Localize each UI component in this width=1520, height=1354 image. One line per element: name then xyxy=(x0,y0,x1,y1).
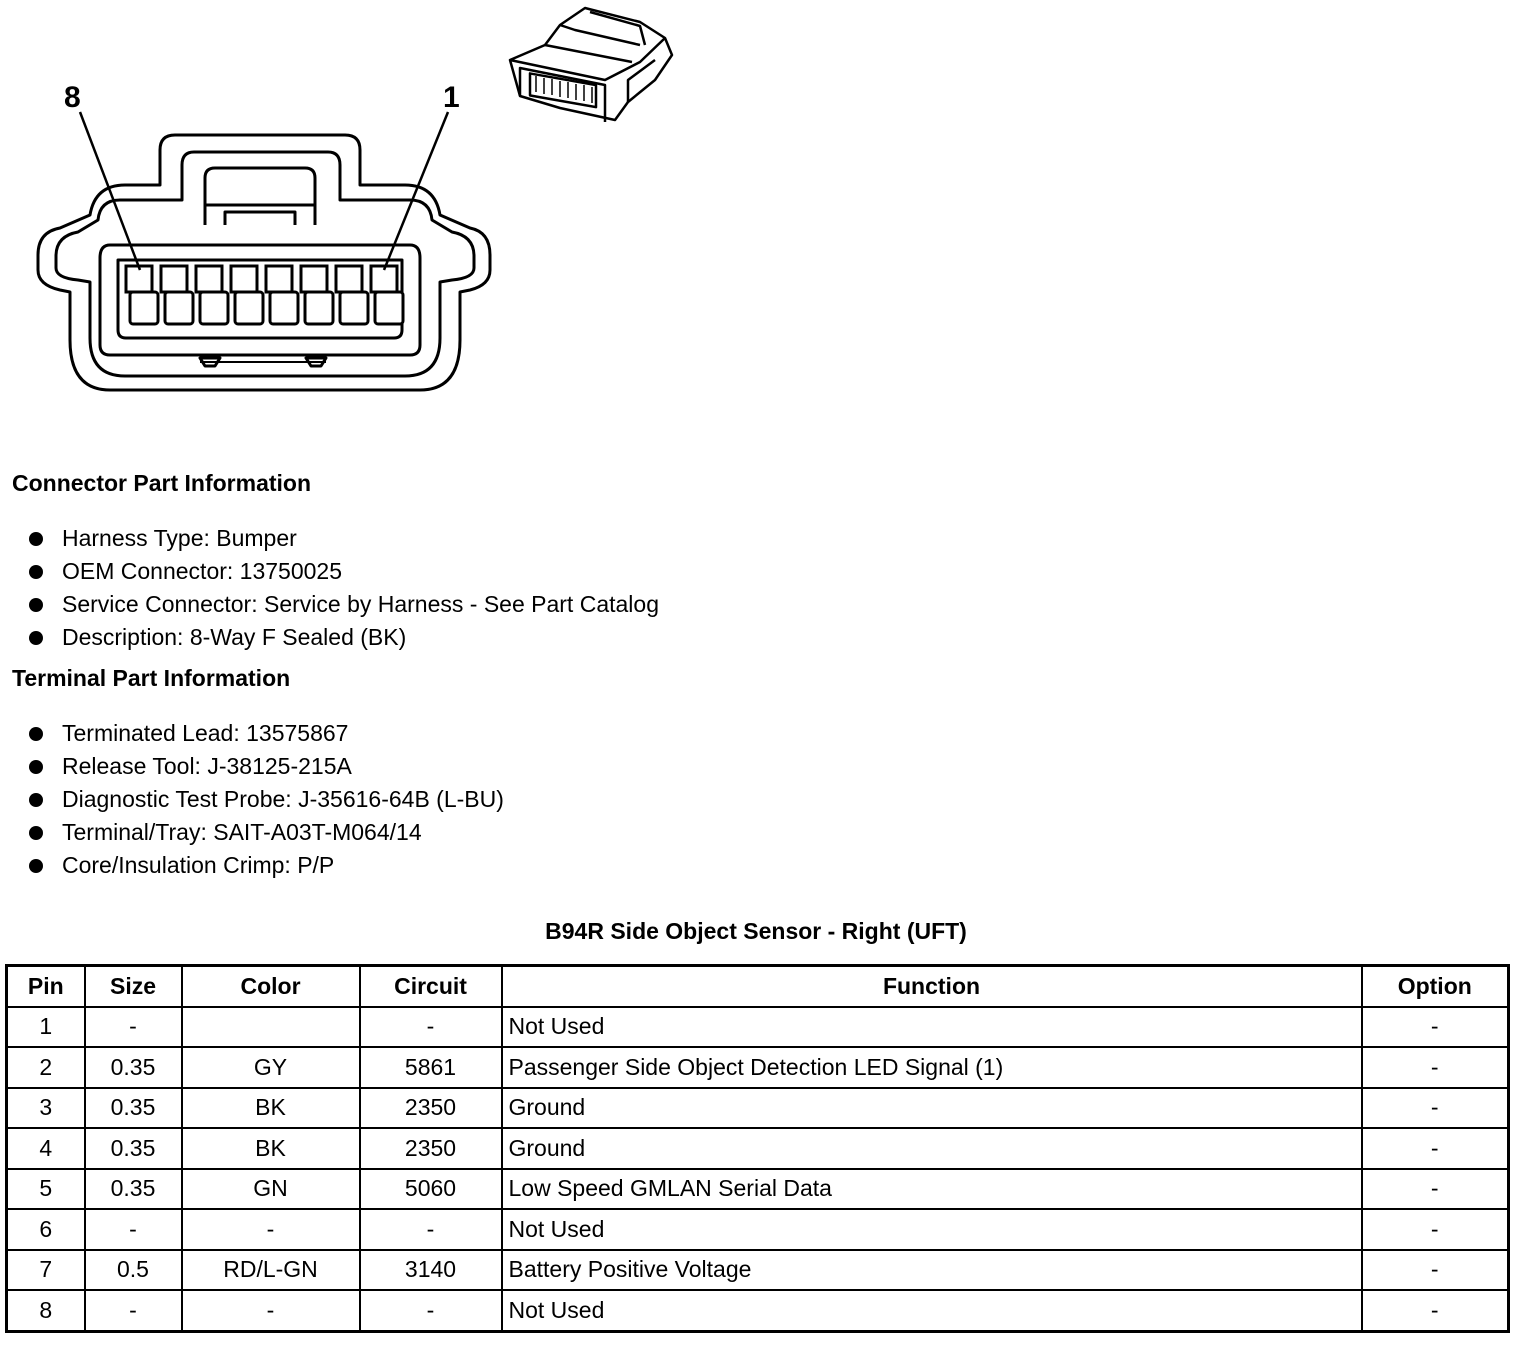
bullet-icon xyxy=(29,727,43,741)
cell-option: - xyxy=(1362,1169,1509,1210)
cell-function: Not Used xyxy=(502,1007,1362,1048)
list-item: Harness Type: Bumper xyxy=(26,522,659,555)
cell-function: Low Speed GMLAN Serial Data xyxy=(502,1169,1362,1210)
pin-cavity-8 xyxy=(126,266,158,324)
bullet-icon xyxy=(29,565,43,579)
table-row xyxy=(7,1128,1509,1169)
cell-size: 0.35 xyxy=(85,1047,182,1088)
bullet-icon xyxy=(29,760,43,774)
cell-pin: 3 xyxy=(7,1088,85,1129)
connector-latch xyxy=(205,168,315,225)
pin-label-8: 8 xyxy=(64,81,81,114)
table-row xyxy=(7,1088,1509,1129)
cell-option: - xyxy=(1362,1047,1509,1088)
column-header-color: Color xyxy=(182,966,360,1007)
cell-circuit: 5060 xyxy=(360,1169,502,1210)
cell-function: Not Used xyxy=(502,1209,1362,1250)
list-item: Core/Insulation Crimp: P/P xyxy=(26,849,504,882)
pin-cavity-7 xyxy=(161,266,193,324)
bullet-icon xyxy=(29,859,43,873)
terminal-info-list xyxy=(26,717,504,882)
cell-color: GN xyxy=(182,1169,360,1210)
list-item: Terminated Lead: 13575867 xyxy=(26,717,504,750)
bullet-icon xyxy=(29,826,43,840)
table-row xyxy=(7,1250,1509,1291)
cell-function: Battery Positive Voltage xyxy=(502,1250,1362,1291)
table-row xyxy=(7,1209,1509,1250)
cell-color: BK xyxy=(182,1088,360,1129)
cell-size: - xyxy=(85,1007,182,1048)
connector-3d-view xyxy=(510,8,672,122)
table-row xyxy=(7,1007,1509,1048)
list-item: Release Tool: J-38125-215A xyxy=(26,750,504,783)
table-row xyxy=(7,1290,1509,1331)
terminal-info-title: Terminal Part Information xyxy=(12,665,291,691)
pinout-table-title: B94R Side Object Sensor - Right (UFT) xyxy=(545,918,967,944)
cell-size: 0.5 xyxy=(85,1250,182,1291)
pin-cavity-5 xyxy=(231,266,263,324)
connector-info-list xyxy=(26,522,659,654)
pin-label-1: 1 xyxy=(443,81,460,114)
cell-pin: 5 xyxy=(7,1169,85,1210)
connector-info-title: Connector Part Information xyxy=(12,470,312,496)
cell-color: GY xyxy=(182,1047,360,1088)
cell-function: Ground xyxy=(502,1088,1362,1129)
cell-size: - xyxy=(85,1290,182,1331)
cell-size: 0.35 xyxy=(85,1088,182,1129)
cell-pin: 1 xyxy=(7,1007,85,1048)
cell-color: BK xyxy=(182,1128,360,1169)
list-item: OEM Connector: 13750025 xyxy=(26,555,659,588)
bullet-icon xyxy=(29,631,43,645)
list-item: Description: 8-Way F Sealed (BK) xyxy=(26,621,659,654)
cell-circuit: - xyxy=(360,1007,502,1048)
pin-cavity-2 xyxy=(336,266,368,324)
cell-color xyxy=(182,1007,360,1048)
cell-function: Not Used xyxy=(502,1290,1362,1331)
cell-size: - xyxy=(85,1209,182,1250)
pin-cavity-1 xyxy=(371,266,403,324)
column-header-function: Function xyxy=(502,966,1362,1007)
cell-circuit: - xyxy=(360,1209,502,1250)
cell-function: Passenger Side Object Detection LED Signal (1) xyxy=(502,1047,1362,1088)
cell-pin: 4 xyxy=(7,1128,85,1169)
bullet-icon xyxy=(29,793,43,807)
list-item: Diagnostic Test Probe: J-35616-64B (L-BU) xyxy=(26,783,504,816)
cell-option: - xyxy=(1362,1088,1509,1129)
cell-option: - xyxy=(1362,1209,1509,1250)
cell-option: - xyxy=(1362,1250,1509,1291)
bullet-icon xyxy=(29,532,43,546)
cell-pin: 7 xyxy=(7,1250,85,1291)
column-header-option: Option xyxy=(1362,966,1509,1007)
pin-cavity-3 xyxy=(301,266,333,324)
connector-face-diagram xyxy=(0,0,700,430)
cell-color: - xyxy=(182,1290,360,1331)
list-item: Service Connector: Service by Harness - See Part Catalog xyxy=(26,588,659,621)
pinout-table xyxy=(5,964,1510,1333)
list-item: Terminal/Tray: SAIT-A03T-M064/14 xyxy=(26,816,504,849)
cell-option: - xyxy=(1362,1007,1509,1048)
cell-size: 0.35 xyxy=(85,1128,182,1169)
cell-circuit: - xyxy=(360,1290,502,1331)
cell-pin: 2 xyxy=(7,1047,85,1088)
table-row xyxy=(7,1047,1509,1088)
cell-color: - xyxy=(182,1209,360,1250)
cell-size: 0.35 xyxy=(85,1169,182,1210)
cell-function: Ground xyxy=(502,1128,1362,1169)
cell-option: - xyxy=(1362,1290,1509,1331)
cell-option: - xyxy=(1362,1128,1509,1169)
table-header-row xyxy=(7,966,1509,1007)
column-header-circuit: Circuit xyxy=(360,966,502,1007)
pin-cavity-4 xyxy=(266,266,298,324)
bullet-icon xyxy=(29,598,43,612)
cell-circuit: 3140 xyxy=(360,1250,502,1291)
cell-color: RD/L-GN xyxy=(182,1250,360,1291)
cell-pin: 8 xyxy=(7,1290,85,1331)
cell-pin: 6 xyxy=(7,1209,85,1250)
cell-circuit: 5861 xyxy=(360,1047,502,1088)
column-header-pin: Pin xyxy=(7,966,85,1007)
pin-cavity-6 xyxy=(196,266,228,324)
cell-circuit: 2350 xyxy=(360,1088,502,1129)
table-row xyxy=(7,1169,1509,1210)
column-header-size: Size xyxy=(85,966,182,1007)
cell-circuit: 2350 xyxy=(360,1128,502,1169)
